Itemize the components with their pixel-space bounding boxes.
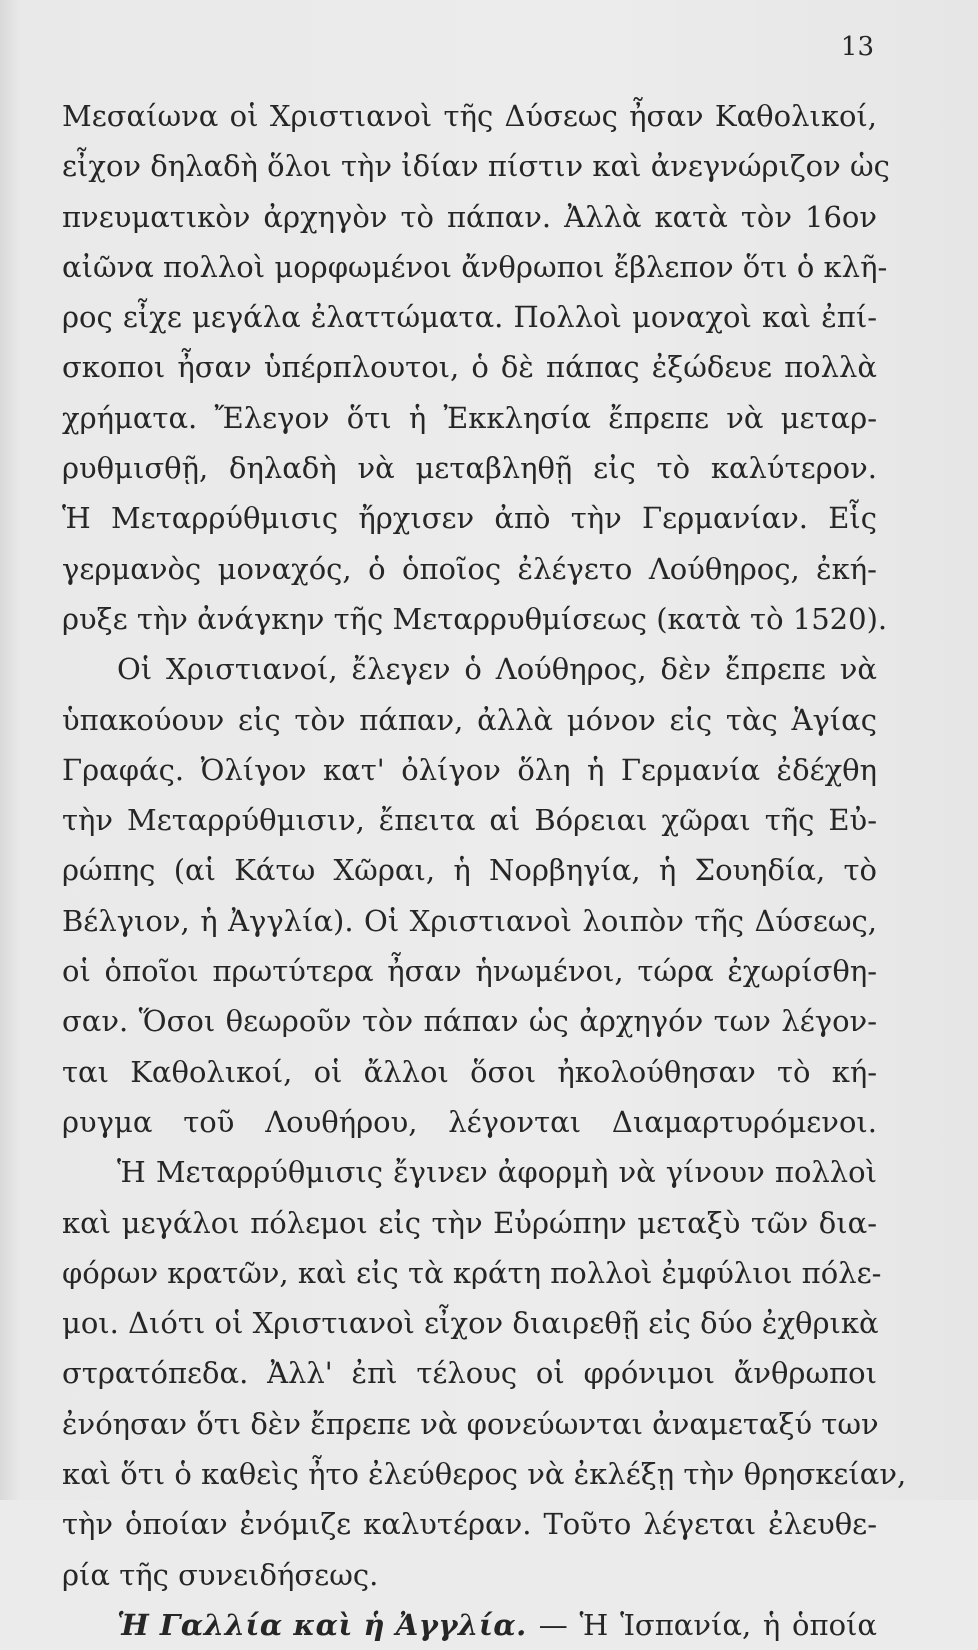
text-line: σαν. Ὅσοι θεωροῦν τὸν πάπαν ὡς ἀρχηγόν των λέγον-	[62, 1004, 877, 1039]
body-text	[62, 91, 907, 1650]
text-line: ρώπης (αἱ Κάτω Χῶραι, ἡ Νορβηγία, ἡ Σουηδία, τὸ	[62, 853, 877, 888]
text-line: Οἱ Χριστιανοί, ἔλεγεν ὁ Λούθηρος, δὲν ἔπρεπε νὰ	[117, 652, 877, 687]
text-line: αἰῶνα πολλοὶ μορφωμένοι ἄνθρωποι ἔβλεπον ὅτι ὁ κλῆ-	[62, 249, 888, 284]
text-line: ται Καθολικοί, οἱ ἄλλοι ὅσοι ἠκολούθησαν τὸ κή-	[62, 1054, 877, 1089]
text-line: τὴν ὁποίαν ἐνόμιζε καλυτέραν. Τοῦτο λέγεται ἐλευθε-	[62, 1507, 877, 1542]
text-line: σκοποι ἦσαν ὑπέρπλουτοι, ὁ δὲ πάπας ἐξώδευε πολλὰ	[62, 350, 877, 385]
text-line: τὴν Μεταρρύθμισιν, ἔπειτα αἱ Βόρειαι χῶραι τῆς Εὐ-	[62, 803, 877, 838]
text-line: οἱ ὁποῖοι πρωτύτερα ἦσαν ἡνωμένοι, τώρα ἐχωρίσθη-	[62, 954, 877, 989]
text-line: ρυξε τὴν ἀνάγκην τῆς Μεταρρυθμίσεως (κατὰ τὸ 1520).	[62, 601, 888, 636]
text-line: εἶχον δηλαδὴ ὅλοι τὴν ἰδίαν πίστιν καὶ ἀνεγνώριζον ὡς	[62, 149, 890, 184]
text-line: μοι. Διότι οἱ Χριστιανοὶ εἶχον διαιρεθῇ εἰς δύο ἐχθρικὰ	[62, 1306, 879, 1341]
page-number: 13	[840, 32, 874, 62]
text-line: ρυθμισθῇ, δηλαδὴ νὰ μεταβληθῇ εἰς τὸ καλύτερον.	[62, 451, 877, 486]
text-line: χρήματα. Ἔλεγον ὅτι ἡ Ἐκκλησία ἔπρεπε νὰ μεταρ-	[62, 400, 877, 435]
text-line: καὶ ὅτι ὁ καθεὶς ἦτο ἐλεύθερος νὰ ἐκλέξῃ τὴν θρησκείαν,	[62, 1457, 907, 1492]
text-line: Ἡ Μεταρρύθμισις ἤρχισεν ἀπὸ τὴν Γερμανίαν. Εἷς	[62, 501, 877, 536]
section-heading: Ἡ Γαλλία καὶ ἡ Ἀγγλία.	[117, 1607, 527, 1642]
text-line: Μεσαίωνα οἱ Χριστιανοὶ τῆς Δύσεως ἦσαν Καθολικοί,	[62, 99, 877, 133]
text-line: στρατόπεδα. Ἀλλ' ἐπὶ τέλους οἱ φρόνιμοι ἄνθρωποι	[62, 1356, 877, 1391]
text-line: ρος εἶχε μεγάλα ἐλαττώματα. Πολλοὶ μοναχοὶ καὶ ἐπί-	[62, 300, 877, 335]
text-line: γερμανὸς μοναχός, ὁ ὁποῖος ἐλέγετο Λούθηρος, ἐκή-	[62, 551, 877, 586]
text-line: ὑπακούουν εἰς τὸν πάπαν, ἀλλὰ μόνον εἰς τὰς Ἁγίας	[62, 702, 877, 737]
text-line: Γραφάς. Ὀλίγον κατ' ὀλίγον ὅλη ἡ Γερμανία ἐδέχθη	[62, 752, 877, 787]
text-line: καὶ μεγάλοι πόλεμοι εἰς τὴν Εὐρώπην μεταξὺ τῶν δια-	[62, 1205, 877, 1240]
text-line: ρυγμα τοῦ Λουθήρου, λέγονται Διαμαρτυρόμενοι.	[62, 1104, 877, 1139]
text-line: φόρων κρατῶν, καὶ εἰς τὰ κράτη πολλοὶ ἐμφύλιοι πόλε-	[62, 1255, 882, 1290]
section-line	[62, 1600, 877, 1650]
section-text: — Ἡ Ἱσπανία, ἡ ὁποία	[538, 1607, 877, 1642]
text-line: Ἡ Μεταρρύθμισις ἔγινεν ἀφορμὴ νὰ γίνουν πολλοὶ	[117, 1155, 877, 1190]
text-line: Βέλγιον, ἡ Ἀγγλία). Οἱ Χριστιανοὶ λοιπὸν τῆς Δύσεως,	[62, 903, 877, 938]
text-line: ἐνόησαν ὅτι δὲν ἔπρεπε νὰ φονεύωνται ἀναμεταξύ των	[62, 1406, 879, 1441]
text-line: ρία τῆς συνειδήσεως.	[62, 1557, 379, 1592]
text-line: πνευματικὸν ἀρχηγὸν τὸ πάπαν. Ἀλλὰ κατὰ τὸν 16ον	[62, 199, 877, 234]
